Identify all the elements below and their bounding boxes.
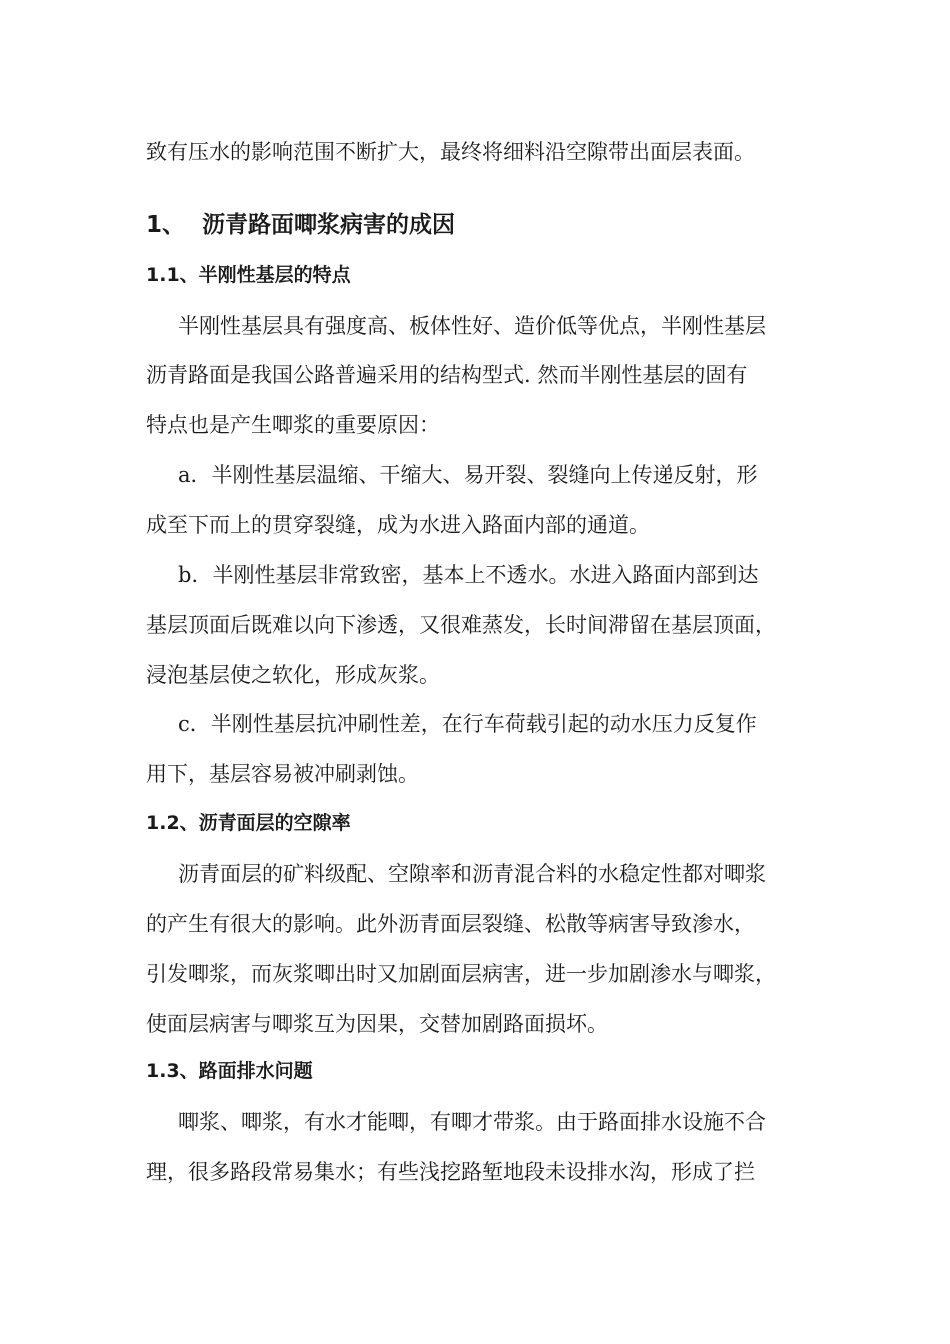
subsection-1-2-heading: 1.2、沥青面层的空隙率 <box>146 812 351 834</box>
subsection-1-3-heading: 1.3、路面排水问题 <box>146 1060 313 1082</box>
item-b-line-2: 基层顶面后既难以向下渗透，又很难蒸发，长时间滞留在基层顶面， <box>146 613 776 637</box>
sub12-para-line-4: 使面层病害与唧浆互为因果，交替加剧路面损坏。 <box>146 1012 608 1036</box>
sub12-para-line-1: 沥青面层的矿料级配、空隙率和沥青混合料的水稳定性都对唧浆 <box>178 862 766 886</box>
item-c-line-1: c．半刚性基层抗冲刷性差，在行车荷载引起的动水压力反复作 <box>178 712 757 736</box>
section-1-number: 1、 <box>146 212 186 238</box>
sub12-para-line-3: 引发唧浆，而灰浆唧出时又加剧面层病害，进一步加剧渗水与唧浆， <box>146 962 776 986</box>
sub13-para-line-2: 理，很多路段常易集水；有些浅挖路堑地段未设排水沟，形成了拦 <box>146 1160 755 1184</box>
sub11-para-line-1: 半刚性基层具有强度高、板体性好、造价低等优点，半刚性基层 <box>178 314 766 338</box>
item-c-line-2: 用下，基层容易被冲刷剥蚀。 <box>146 762 419 786</box>
section-1-heading <box>146 210 455 240</box>
section-1-title: 沥青路面唧浆病害的成因 <box>202 212 455 238</box>
subsection-1-1-heading: 1.1、半刚性基层的特点 <box>146 264 351 286</box>
item-b-line-1: b．半刚性基层非常致密，基本上不透水。水进入路面内部到达 <box>178 563 759 587</box>
intro-line-1: 致有压水的影响范围不断扩大，最终将细料沿空隙带出面层表面。 <box>146 140 755 164</box>
item-b-line-3: 浸泡基层使之软化，形成灰浆。 <box>146 663 440 687</box>
item-a-line-2: 成至下而上的贯穿裂缝，成为水进入路面内部的通道。 <box>146 513 650 537</box>
sub13-para-line-1: 唧浆、唧浆，有水才能唧，有唧才带浆。由于路面排水设施不合 <box>178 1110 766 1134</box>
item-a-line-1: a．半刚性基层温缩、干缩大、易开裂、裂缝向上传递反射，形 <box>178 463 758 487</box>
sub11-para-line-3: 特点也是产生唧浆的重要原因： <box>146 413 440 437</box>
sub11-para-line-2: 沥青路面是我国公路普遍采用的结构型式. 然而半刚性基层的固有 <box>146 363 748 387</box>
sub12-para-line-2: 的产生有很大的影响。此外沥青面层裂缝、松散等病害导致渗水， <box>146 912 755 936</box>
